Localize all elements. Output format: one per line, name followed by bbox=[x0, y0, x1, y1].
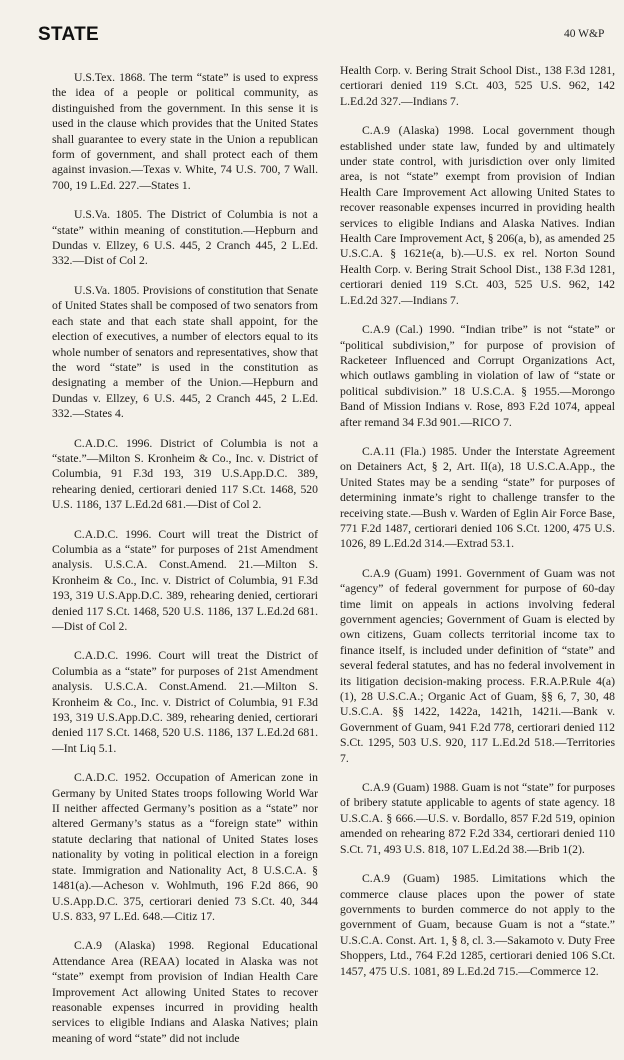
left-column bbox=[52, 63, 318, 1060]
left-entry: C.A.D.C. 1996. Court will treat the District of Columbia as a “state” for purposes of 21st Amendment analysis. U.S.C.A. Const.Amend. 21.—Milton S. Kronheim & Co., Inc. v. District of Columbia, 91 F.3d 193, 319 U.S.App.D.C. 389, rehearing denied, certiorari denied 117 S.Ct. 1468, 520 U.S. 1186, 137 L.Ed.2d 681.—Dist of Col 2. bbox=[52, 527, 318, 633]
left-entry: U.S.Tex. 1868. The term “state” is used to express the idea of a people or political community, as distinguished from the government. In this sense it is used in the clause which provides that the United States shall guarantee to every state in the Union a republican form of government, and shall protect each of them against invasion.—Texas v. White, 74 U.S. 700, 7 Wall. 700, 19 L.Ed. 227.—States 1. bbox=[52, 71, 318, 192]
left-entry: U.S.Va. 1805. The District of Columbia is not a “state” within meaning of constitution.—Hepburn and Dundas v. Ellzey, 6 U.S. 445, 2 Cranch 445, 2 L.Ed. 332.—Dist of Col 2. bbox=[52, 208, 318, 268]
left-entry: C.A.D.C. 1996. District of Columbia is not a “state.”—Milton S. Kronheim & Co., Inc. v. District of Columbia, 91 F.3d 193, 319 U.S.App.D.C. 389, rehearing denied, certiorari denied 117 S.Ct. 1468, 520 U.S. 1186, 137 L.Ed.2d 681.—Dist of Col 2. bbox=[52, 436, 318, 512]
page-reference: 40 W&P bbox=[564, 28, 605, 40]
right-entry: C.A.11 (Fla.) 1985. Under the Interstate Agreement on Detainers Act, § 2, Art. II(a), 18 U.S.C.A.App., the United States may be a sending “state” for purposes of determining inmate’s right to challenge transfer to the receiving state.—Bush v. Warden of Eglin Air Force Base, 771 F.2d 1487, certiorari denied 106 S.Ct. 1200, 475 U.S. 1026, 89 L.Ed.2d 314.—Extrad 53.1. bbox=[340, 444, 615, 551]
right-entry: C.A.9 (Alaska) 1998. Local government though established under state law, funded by and ultimately under state control, with jurisdiction over only limited area, is not “state” exempt from provision of Indian Health Care Improvement Act allowing United States to recover reasonable expenses incurred in providing health services to eligible Indians and Alaska Natives. Indian Health Care Improvement Act, § 206(a, b), as amended 25 U.S.C.A. § 1621e(a, b).—U.S. ex rel. Norton Sound Health Corp. v. Bering Strait School Dist., 138 F.3d 1281, certiorari denied 119 S.Ct. 403, 525 U.S. 962, 142 L.Ed.2d 327.—Indians 7. bbox=[340, 124, 615, 307]
left-entry: C.A.9 (Alaska) 1998. Regional Educational Attendance Area (REAA) located in Alaska was not “state” exempt from provision of Indian Health Care Improvement Act allowing United States to recover reasonable expenses incurred in providing health services to eligible Indians and Alaska Natives; plain meaning of word “state” did not include bbox=[52, 939, 318, 1045]
left-entry: C.A.D.C. 1952. Occupation of American zone in Germany by United States troops following World War II neither affected Germany’s position as a “state” nor altered Germany’s status as a “foreign state” within statute declaring that national of United States loses nationality by voting in political election in a foreign state. Immigration and Nationality Act, 8 U.S.C.A. § 1481(a).—Acheson v. Wohlmuth, 196 F.2d 866, 90 U.S.App.D.C. 375, certiorari denied 73 S.Ct. 40, 344 U.S. 833, 97 L.Ed. 648.—Citiz 17. bbox=[52, 771, 318, 923]
right-column bbox=[340, 63, 615, 1000]
right-entry: C.A.9 (Guam) 1985. Limitations which the commerce clause places upon the power of state governments to burden commerce do not apply to the government of Guam, because Guam is not a “state.” U.S.C.A. Const. Art. 1, § 8, cl. 3.—Sakamoto v. Duty Free Shoppers, Ltd., 764 F.2d 1285, certiorari denied 106 S.Ct. 1457, 475 U.S. 1081, 89 L.Ed.2d 715.—Commerce 12. bbox=[340, 872, 615, 978]
left-entry: C.A.D.C. 1996. Court will treat the District of Columbia as a “state” for purposes of 21st Amendment analysis. U.S.C.A. Const.Amend. 21.—Milton S. Kronheim & Co., Inc. v. District of Columbia, 91 F.3d 193, 319 U.S.App.D.C. 389, rehearing denied, certiorari denied 117 S.Ct. 1468, 520 U.S. 1186, 137 L.Ed.2d 681.—Int Liq 5.1. bbox=[52, 649, 318, 755]
right-entry: Health Corp. v. Bering Strait School Dist., 138 F.3d 1281, certiorari denied 119 S.Ct. 403, 525 U.S. 962, 142 L.Ed.2d 327.—Indians 7. bbox=[340, 64, 615, 108]
right-entry: C.A.9 (Guam) 1988. Guam is not “state” for purposes of bribery statute applicable to agents of state agency. 18 U.S.C.A. § 666.—U.S. v. Bordallo, 857 F.2d 519, opinion amended on rehearing 872 F.2d 334, certiorari denied 110 S.Ct. 71, 493 U.S. 818, 107 L.Ed.2d 38.—Brib 1(2). bbox=[340, 781, 615, 856]
page-heading: STATE bbox=[38, 24, 99, 45]
right-entry: C.A.9 (Cal.) 1990. “Indian tribe” is not “state” or “political subdivision,” for purpose of provision of Racketeer Influenced and Corrupt Organizations Act, which outlaws gambling in violation of law of “state or political subdivision.” 18 U.S.C.A. § 1955.—Morongo Band of Mission Indians v. Rose, 893 F.2d 1074, appeal after remand 34 F.3d 901.—RICO 7. bbox=[340, 323, 615, 429]
right-entry: C.A.9 (Guam) 1991. Government of Guam was not “agency” of federal government for purpose of 60-day time limit on appeals in actions involving federal government agencies; Government of Guam is elected by own citizens, Guam collects territorial income tax to finance itself, is included under definition of “state” and several federal statutes, and has no federal involvement in its litigation decision-making process. F.R.A.P.Rule 4(a)(1), 28 U.S.C.A.; Organic Act of Guam, §§ 6, 7, 30, 48 U.S.C.A. §§ 1422, 1422a, 1421h, 1421i.—Bank v. Government of Guam, 941 F.2d 778, certiorari denied 112 S.Ct. 1295, 503 U.S. 920, 117 L.Ed.2d 518.—Territories 7. bbox=[340, 566, 615, 765]
left-entry: U.S.Va. 1805. Provisions of constitution that Senate of United States shall be composed of two senators from each state and that each state shall appoint, for the election of executives, a number of electors equal to its whole number of senators and representatives, show that the word “state” is used in the constitution as designating a member of the Union.—Hepburn and Dundas v. Ellzey, 6 U.S. 445, 2 Cranch 445, 2 L.Ed. 332.—States 4. bbox=[52, 283, 318, 421]
